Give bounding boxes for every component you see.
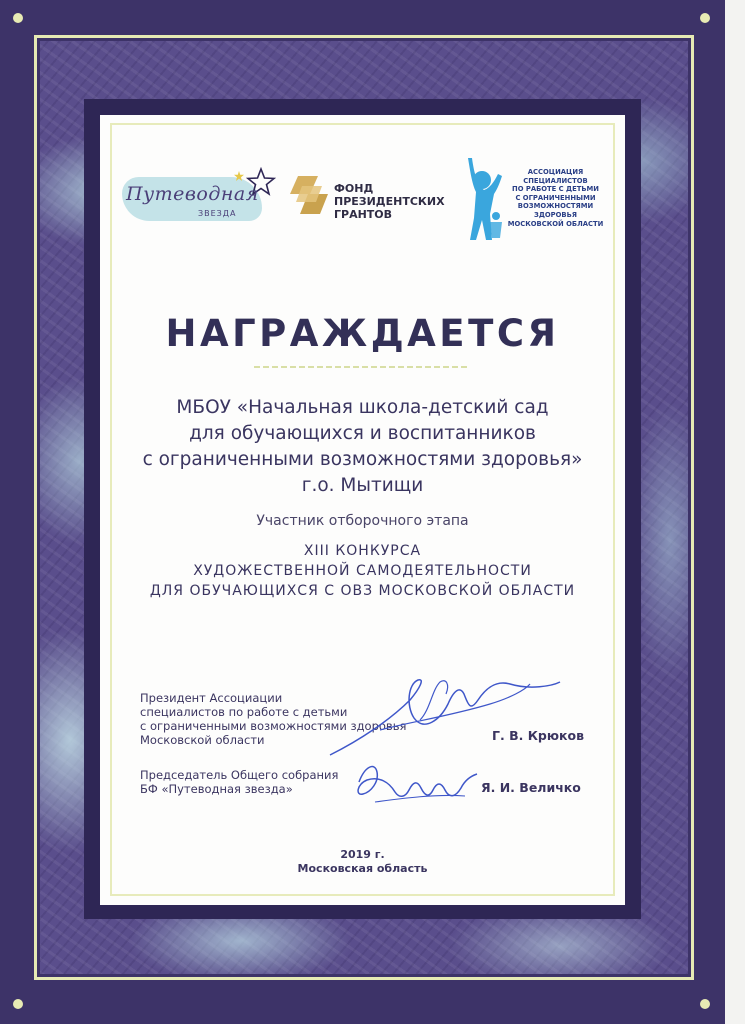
association-name <box>498 168 613 228</box>
position-line: БФ «Путеводная звезда» <box>140 782 293 796</box>
corner-dot <box>13 999 23 1009</box>
position-line: специалистов по работе с детьми <box>140 705 348 719</box>
association-name-line: ВОЗМОЖНОСТЯМИ ЗДОРОВЬЯ <box>517 202 594 219</box>
award-title: НАГРАЖДАЕТСЯ <box>165 312 560 355</box>
putevodnaya-zvezda-logo <box>118 165 278 235</box>
small-star-icon <box>234 171 244 181</box>
signatory-position-2 <box>140 768 338 796</box>
footer-place: Московская область <box>297 862 428 875</box>
association-name-line: АССОЦИАЦИЯ СПЕЦИАЛИСТОВ <box>523 168 588 185</box>
association-logo <box>460 156 610 246</box>
corner-dot <box>700 999 710 1009</box>
corner-dot <box>13 13 23 23</box>
logo-star-title: Путеводная <box>126 183 259 205</box>
recipient-line: с ограниченными возможностями здоровья» <box>142 449 583 470</box>
contest-block <box>100 541 625 601</box>
footer <box>100 848 625 876</box>
footer-year: 2019 г. <box>340 848 385 861</box>
signature-2 <box>345 752 485 812</box>
fund-name-line: ФОНД <box>334 182 374 195</box>
participant-role: Участник отборочного этапа <box>256 513 469 529</box>
scan-margin <box>725 0 745 1024</box>
association-name-line: МОСКОВСКОЙ ОБЛАСТИ <box>507 219 604 228</box>
contest-line: XIII КОНКУРСА <box>303 543 422 559</box>
contest-line: ДЛЯ ОБУЧАЮЩИХСЯ С ОВЗ МОСКОВСКОЙ ОБЛАСТИ <box>149 583 576 599</box>
recipient-line: для обучающихся и воспитанников <box>189 423 536 444</box>
fund-name <box>334 182 445 221</box>
position-line: Председатель Общего собрания <box>140 768 339 782</box>
signatory-name-1: Г. В. Крюков <box>492 728 584 743</box>
recipient-line: МБОУ «Начальная школа-детский сад <box>176 397 549 418</box>
fund-emblem-icon <box>288 174 330 216</box>
position-line: Президент Ассоциации <box>140 691 283 705</box>
fund-name-line: ГРАНТОВ <box>334 208 393 221</box>
presidential-grants-fund-logo <box>284 172 464 222</box>
fund-name-line: ПРЕЗИДЕНТСКИХ <box>334 195 445 208</box>
association-name-line: С ОГРАНИЧЕННЫМИ <box>515 193 596 202</box>
position-line: с ограниченными возможностями здоровья <box>140 719 407 733</box>
recipient-block <box>100 395 625 499</box>
recipient-line: г.о. Мытищи <box>301 475 424 496</box>
signatory-name-2: Я. И. Величко <box>481 780 581 795</box>
association-name-line: ПО РАБОТЕ С ДЕТЬМИ <box>512 185 599 194</box>
logo-star-subtitle: ЗВЕЗДА <box>198 209 237 218</box>
corner-dot <box>700 13 710 23</box>
title-underline <box>254 366 470 368</box>
position-line: Московской области <box>140 733 265 747</box>
contest-line: ХУДОЖЕСТВЕННОЙ САМОДЕЯТЕЛЬНОСТИ <box>193 563 532 579</box>
